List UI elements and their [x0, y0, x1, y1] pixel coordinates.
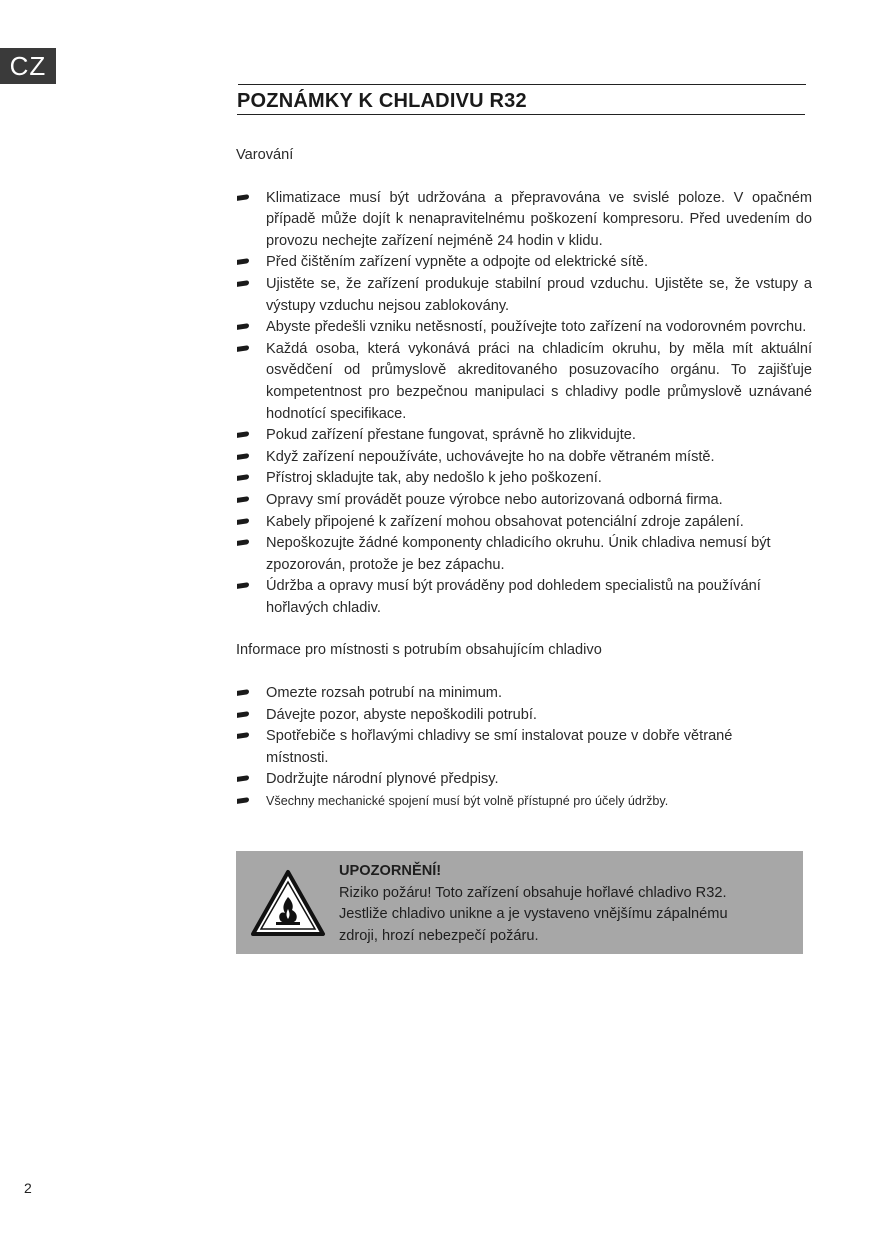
top-rule [238, 84, 806, 85]
list-item: Každá osoba, která vykonává práci na chladicím okruhu, by měla mít aktuální osvědčení od průmyslově akreditovaného posuzovacího orgánu. To zajišťuje kompetentnost pro bezpečnou manipulaci s chladivy podle průmyslově uznávané hodnotící specifikace. [236, 339, 812, 425]
list-item: Ujistěte se, že zařízení produkuje stabilní proud vzduchu. Ujistěte se, že vstupy a výstupy vzduchu nejsou zablokovány. [236, 274, 812, 317]
bullet-icon [237, 280, 249, 287]
list-item: Před čištěním zařízení vypněte a odpojte od elektrické sítě. [236, 252, 812, 274]
list-item: Přístroj skladujte tak, aby nedošlo k jeho poškození. [236, 468, 812, 490]
list-item: Spotřebiče s hořlavými chladivy se smí instalovat pouze v dobře větrané místnosti. [236, 726, 812, 769]
bullet-icon [237, 259, 249, 266]
bullet-icon [237, 453, 249, 460]
bullet-icon [237, 496, 249, 503]
list-item: Opravy smí provádět pouze výrobce nebo autorizovaná odborná firma. [236, 490, 812, 512]
section-heading-rooms: Informace pro místnosti s potrubím obsahujícím chladivo [236, 642, 602, 659]
bullet-icon [237, 518, 249, 525]
list-item: Pokud zařízení přestane fungovat, správně ho zlikvidujte. [236, 425, 812, 447]
language-tab: CZ [0, 48, 56, 84]
bullet-icon [237, 323, 249, 330]
bullet-icon [237, 711, 249, 718]
page-title: POZNÁMKY K CHLADIVU R32 [237, 90, 805, 115]
warning-line: Riziko požáru! Toto zařízení obsahuje hořlavé chladivo R32. [339, 884, 727, 901]
list-item: Všechny mechanické spojení musí být volně přístupné pro účely údržby. [236, 791, 812, 813]
rooms-list [236, 683, 812, 813]
warning-line: Jestliže chladivo unikne a je vystaveno vnějšímu zápalnému [339, 906, 728, 923]
bullet-icon [237, 732, 249, 739]
bullet-icon [237, 689, 249, 696]
bullet-icon [237, 539, 249, 546]
list-item: Omezte rozsah potrubí na minimum. [236, 683, 812, 705]
list-item: Kabely připojené k zařízení mohou obsahovat potenciální zdroje zapálení. [236, 512, 812, 534]
warning-box [236, 851, 803, 954]
list-item: Dodržujte národní plynové předpisy. [236, 769, 812, 791]
bullet-icon [237, 797, 249, 804]
list-item: Abyste předešli vzniku netěsností, používejte toto zařízení na vodorovném povrchu. [236, 317, 812, 339]
section-heading-warnings: Varování [236, 147, 294, 163]
list-item: Klimatizace musí být udržována a přepravována ve svislé poloze. V opačném případě může dojít k nenapravitelnému poškození kompresoru. Před uvedením do provozu nechejte zařízení nejméně 24 hodin v klidu. [236, 188, 812, 253]
list-item: Dávejte pozor, abyste nepoškodili potrubí. [236, 705, 812, 727]
list-item: Nepoškozujte žádné komponenty chladicího okruhu. Únik chladiva nemusí být zpozorován, protože je bez zápachu. [236, 533, 812, 576]
list-item: Údržba a opravy musí být prováděny pod dohledem specialistů na používání hořlavých chladiv. [236, 576, 812, 619]
flammable-warning-icon [250, 869, 326, 937]
warning-title: UPOZORNĚNÍ! [339, 863, 442, 879]
bullet-icon [237, 431, 249, 438]
bullet-icon [237, 194, 249, 201]
warning-text [339, 861, 789, 947]
list-item: Když zařízení nepoužíváte, uchovávejte ho na dobře větraném místě. [236, 447, 812, 469]
bullet-icon [237, 345, 249, 352]
bullet-icon [237, 776, 249, 783]
main-content [236, 145, 812, 813]
bullet-icon [237, 582, 249, 589]
bullet-icon [237, 474, 249, 481]
warning-line: zdroji, hrozí nebezpečí požáru. [339, 927, 539, 944]
page-number: 2 [24, 1180, 32, 1196]
warnings-list [236, 188, 812, 620]
